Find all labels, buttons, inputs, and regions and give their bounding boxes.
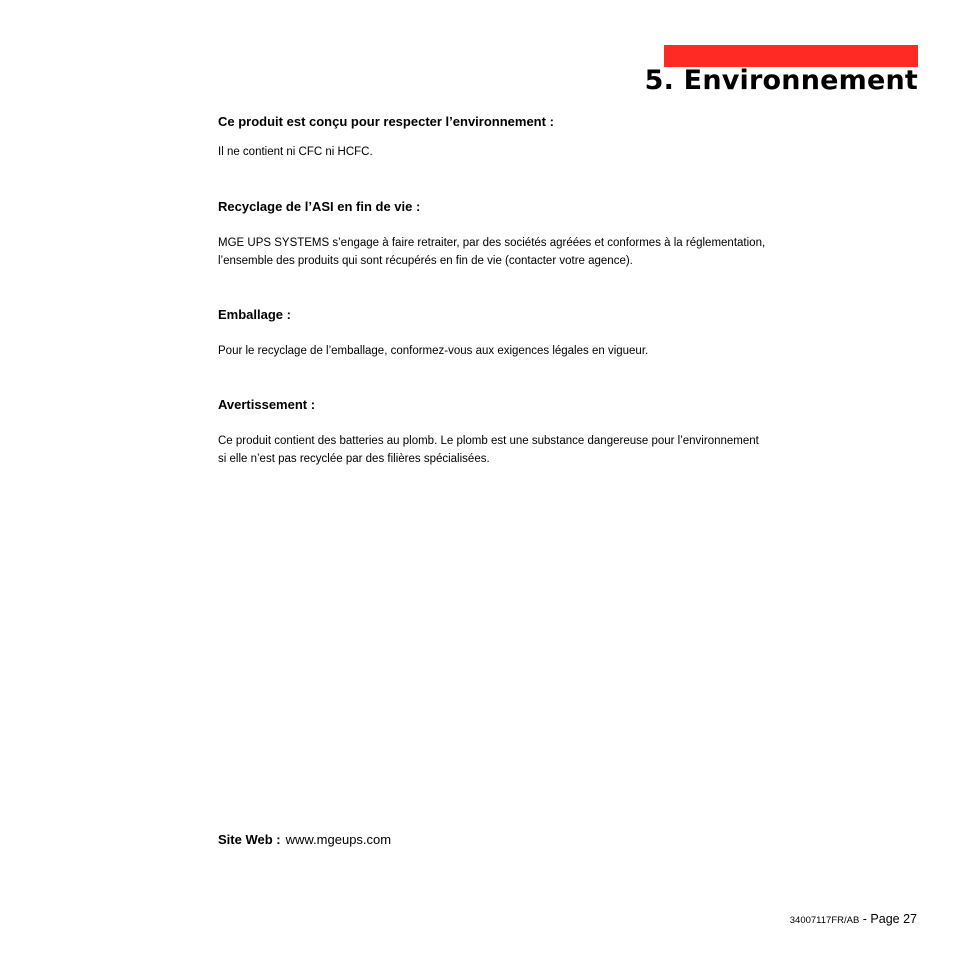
page-title: 5. Environnement <box>644 65 918 96</box>
section-packaging <box>218 307 858 360</box>
section-text-line: Il ne contient ni CFC ni HCFC. <box>218 146 373 158</box>
section-text-line: MGE UPS SYSTEMS s’engage à faire retraiter, par des sociétés agréées et conformes à la réglementation, <box>218 237 766 249</box>
section-text-line: Pour le recyclage de l’emballage, conformez-vous aux exigences légales en vigueur. <box>218 345 649 357</box>
section-heading: Recyclage de l’ASI en fin de vie : <box>218 199 421 214</box>
section-text-line: si elle n’est pas recyclée par des filières spécialisées. <box>218 453 490 465</box>
section-heading: Avertissement : <box>218 397 316 412</box>
page-footer <box>790 911 917 929</box>
section-recycling <box>218 199 858 270</box>
document-reference: 34007117FR/AB <box>789 915 860 926</box>
section-warning <box>218 397 858 468</box>
section-heading: Ce produit est conçu pour respecter l’environnement : <box>218 114 554 129</box>
section-text-line: l’ensemble des produits qui sont récupérés en fin de vie (contacter votre agence). <box>218 255 633 267</box>
website-link[interactable]: www.mgeups.com <box>285 832 392 847</box>
website-line <box>218 831 391 849</box>
section-text-line: Ce produit contient des batteries au plomb. Le plomb est une substance dangereuse pour l’environnement <box>218 435 759 447</box>
section-heading: Emballage : <box>218 307 291 322</box>
page-number: Page 27 <box>870 912 917 926</box>
section-environment-design <box>218 114 858 161</box>
website-label: Site Web : <box>218 832 281 847</box>
footer-separator: - <box>859 912 871 926</box>
